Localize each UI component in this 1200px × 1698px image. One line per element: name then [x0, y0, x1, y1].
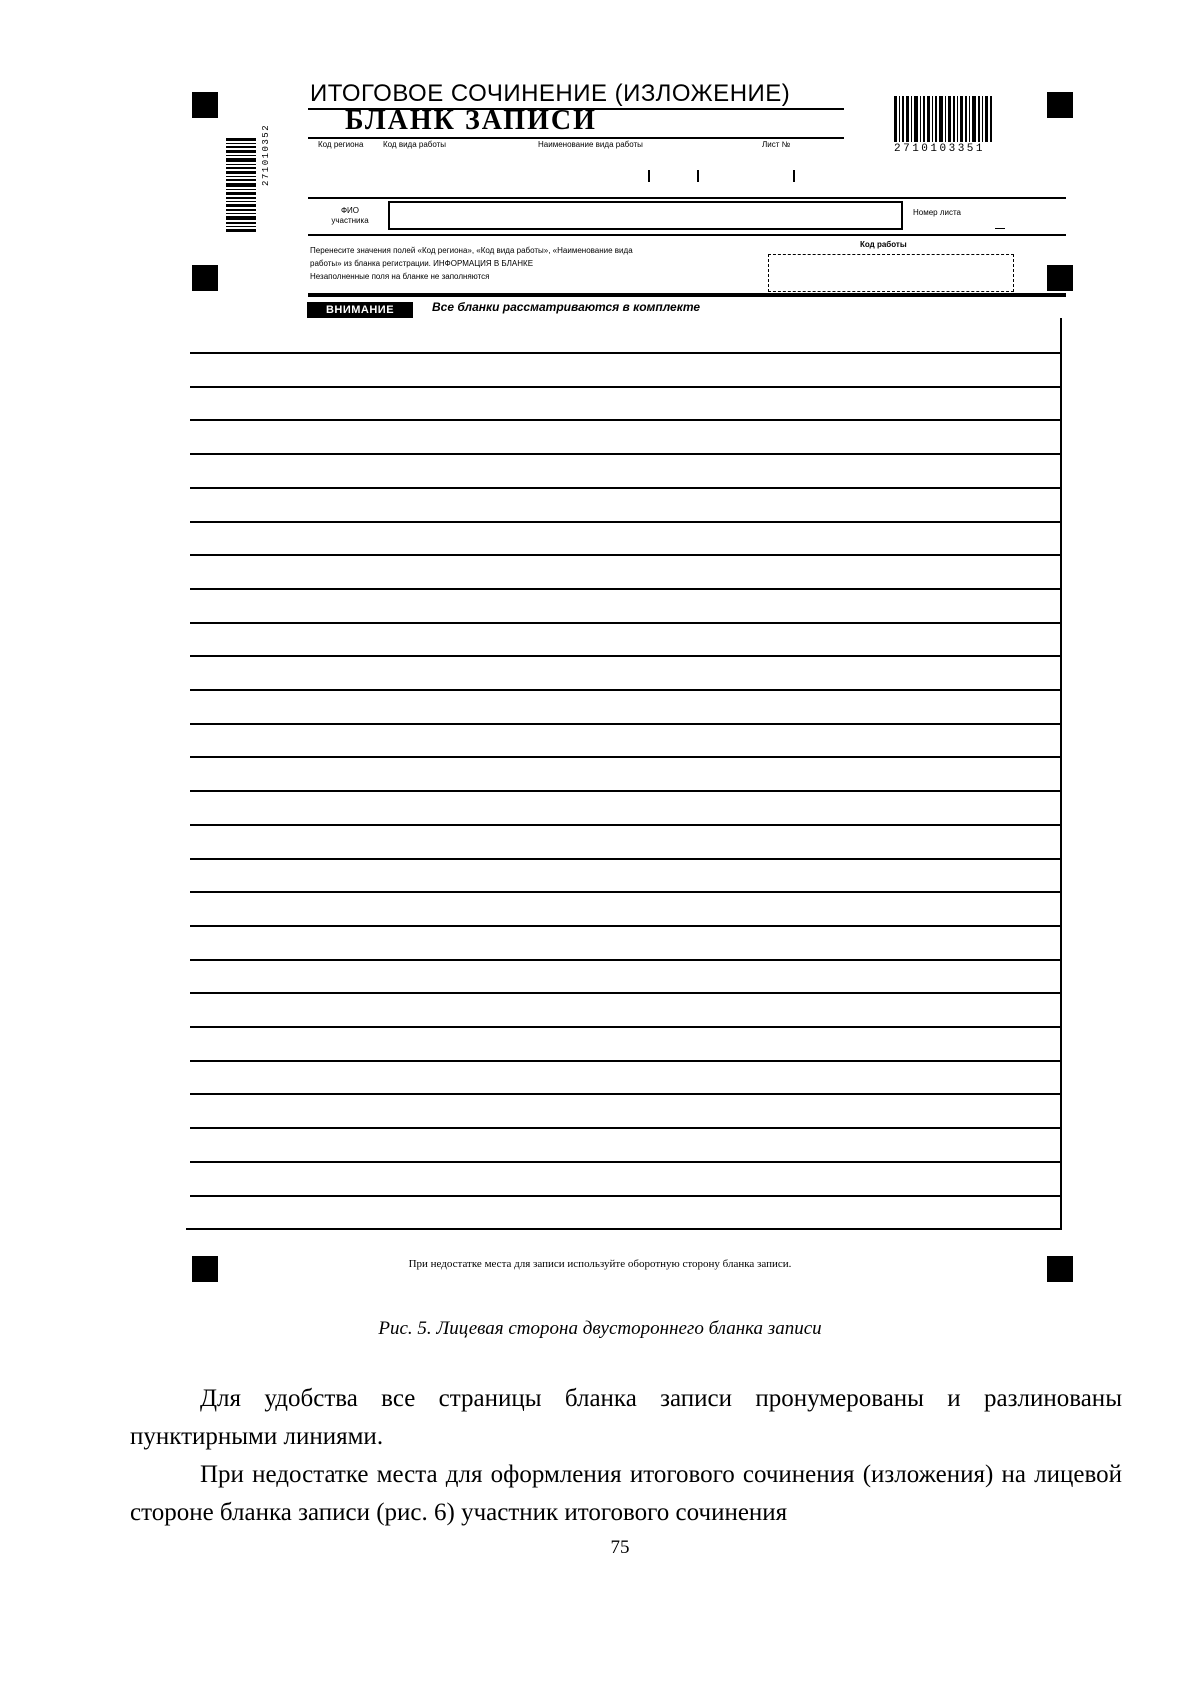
ruled-line	[190, 992, 1062, 994]
page-number: 75	[610, 1537, 630, 1558]
attention-text: Все бланки рассматриваются в комплекте	[432, 300, 701, 314]
ruled-line	[190, 487, 1062, 489]
ruled-line	[190, 1195, 1062, 1197]
field-tick	[697, 170, 699, 182]
region-code-label: Код региона	[318, 140, 364, 149]
ruled-line	[190, 352, 1062, 354]
ruled-line	[190, 1026, 1062, 1028]
ruled-line	[190, 655, 1062, 657]
paragraph: При недостатке места для оформления итогового сочинения (изложения) на лицевой стороне бланка записи (рис. 6) участник итогового сочинения	[130, 1461, 1122, 1526]
ruled-line	[190, 959, 1062, 961]
header-thick-rule	[308, 293, 1066, 297]
ruled-line	[190, 891, 1062, 893]
sheet-number-field[interactable]	[995, 228, 1005, 229]
registration-marker	[1047, 1256, 1073, 1282]
ruled-line	[190, 622, 1062, 624]
work-code-field[interactable]	[768, 254, 1014, 292]
header-rule	[308, 197, 1066, 199]
fio-field[interactable]	[388, 201, 903, 230]
side-barcode-number: 271010352	[261, 123, 271, 186]
subtitle-rule	[308, 137, 844, 139]
form-title: ИТОГОВОЕ СОЧИНЕНИЕ (ИЗЛОЖЕНИЕ)	[310, 80, 791, 107]
ruled-line	[190, 824, 1062, 826]
ruled-line	[190, 521, 1062, 523]
attention-badge: ВНИМАНИЕ	[307, 302, 413, 318]
registration-marker	[1047, 92, 1073, 118]
ruled-line	[190, 1093, 1062, 1095]
registration-marker	[192, 265, 218, 291]
ruled-line	[190, 756, 1062, 758]
writing-area-bottom-rule	[186, 1228, 1062, 1230]
field-tick	[793, 170, 795, 182]
sheet-no-label: Лист №	[762, 140, 791, 149]
ruled-line	[190, 925, 1062, 927]
ruled-line	[190, 723, 1062, 725]
ruled-line	[190, 1127, 1062, 1129]
instructions-line-3: Незаполненные поля на бланке не заполняются	[310, 272, 490, 281]
ruled-line	[190, 554, 1062, 556]
ruled-line	[190, 1060, 1062, 1062]
ruled-line	[190, 419, 1062, 421]
ruled-line	[190, 689, 1062, 691]
fio-rule	[308, 234, 1066, 236]
figure-caption: Рис. 5. Лицевая сторона двустороннего бланка записи	[378, 1318, 822, 1339]
instructions-line-2: работы» из бланка регистрации. ИНФОРМАЦИЯ В БЛАНКЕ	[310, 259, 534, 268]
sheet-number-label: Номер листа	[913, 208, 962, 217]
registration-marker	[192, 92, 218, 118]
fio-label: ФИО участника	[331, 206, 369, 225]
instructions-line-1: Перенесите значения полей «Код региона», «Код вида работы», «Наименование вида	[310, 246, 633, 255]
barcode-number: 2710103351	[894, 143, 986, 155]
ruled-line	[190, 790, 1062, 792]
ruled-line	[190, 588, 1062, 590]
field-tick	[648, 170, 650, 182]
paragraph: Для удобства все страницы бланка записи пронумерованы и разлинованы пунктирными линиями.	[130, 1385, 1122, 1450]
registration-marker	[1047, 265, 1073, 291]
ruled-line	[190, 386, 1062, 388]
ruled-line	[190, 453, 1062, 455]
ruled-line	[190, 858, 1062, 860]
form-subtitle: БЛАНК ЗАПИСИ	[345, 105, 597, 136]
form-footer-note: При недостатке места для записи используйте оборотную сторону бланка записи.	[408, 1258, 792, 1270]
work-type-code-label: Код вида работы	[383, 140, 447, 149]
work-type-name-label: Наименование вида работы	[538, 140, 643, 149]
ruled-line	[190, 1161, 1062, 1163]
work-code-label: Код работы	[860, 240, 907, 249]
